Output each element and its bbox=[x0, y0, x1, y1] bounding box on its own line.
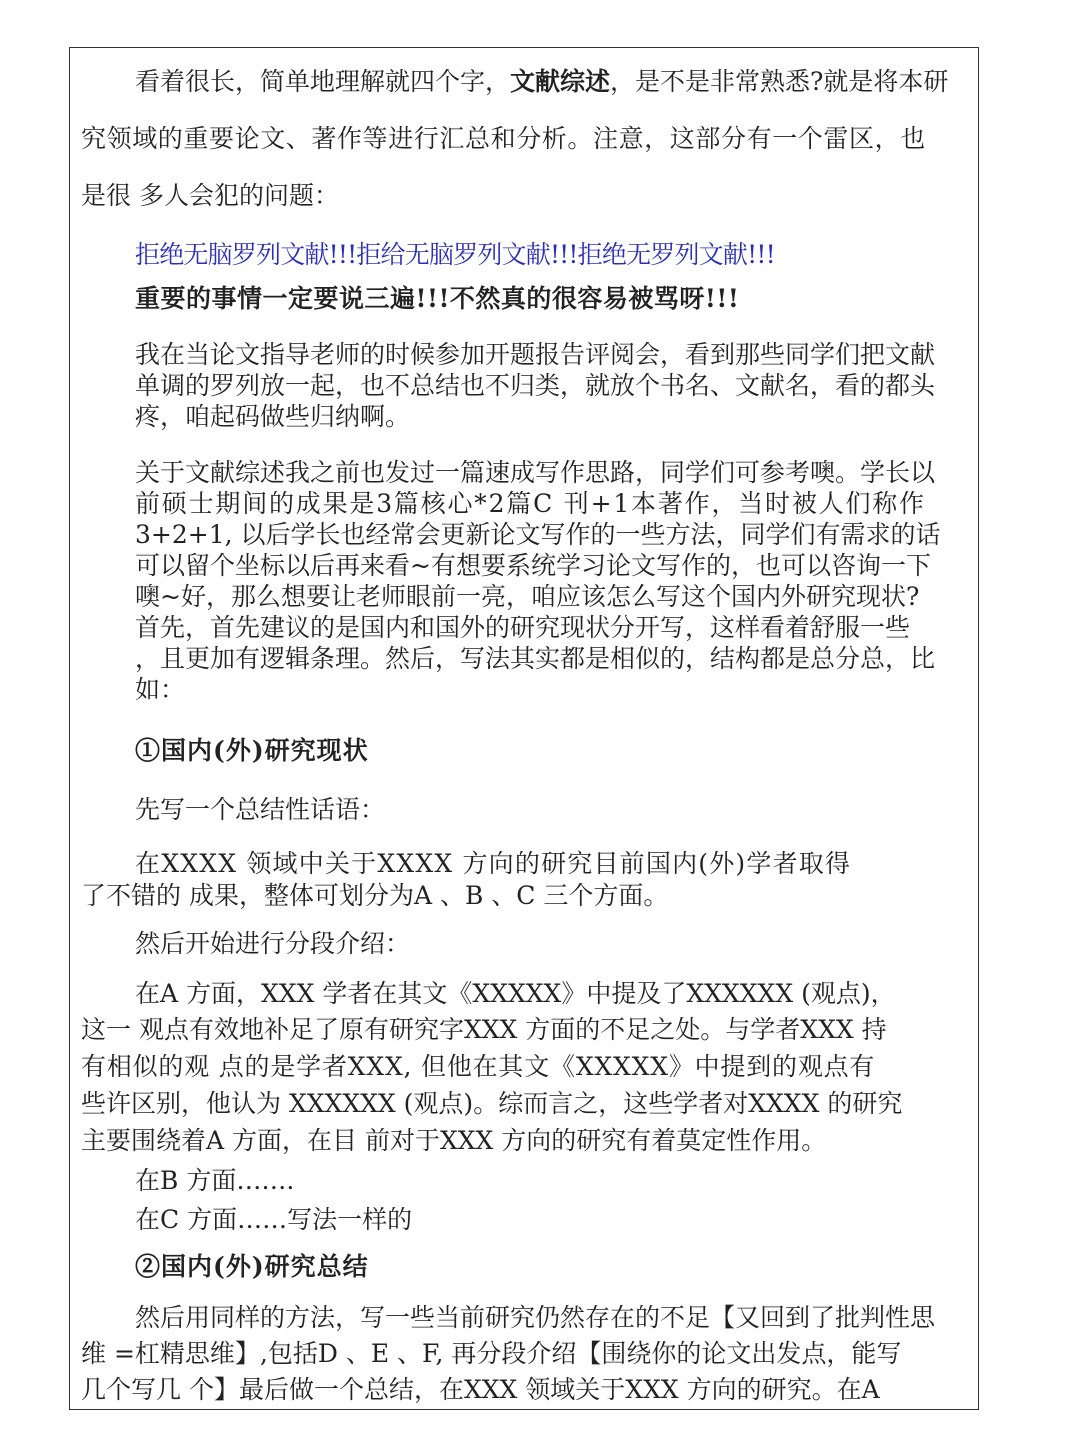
text-line: 然后用同样的方法，写一些当前研究仍然存在的不足【又回到了批判性思 bbox=[135, 1303, 936, 1332]
text-line: 在C 方面……写法一样的 bbox=[135, 1205, 413, 1234]
text-line: 几个写几 个】最后做一个总结，在XXX 领域关于XXX 方向的研究。在A bbox=[81, 1375, 880, 1404]
text-line: 疼，咱起码做些归纳啊。 bbox=[135, 402, 411, 431]
text-line: 在XXXX 领域中关于XXXX 方向的研究目前国内(外)学者取得 bbox=[135, 849, 852, 878]
text-line: 可以留个坐标以后再来看~有想要系统学习论文写作的，也可以咨询一下 bbox=[135, 551, 931, 580]
text-line: 了不错的 成果，整体可划分为A 、B 、C 三个方面。 bbox=[81, 881, 669, 910]
section-heading: ②国内(外)研究总结 bbox=[135, 1252, 369, 1281]
text-line: 先写一个总结性话语： bbox=[135, 795, 386, 824]
text-line: 噢~好，那么想要让老师眼前一亮，咱应该怎么写这个国内外研究现状? bbox=[135, 582, 920, 611]
text-line: 维 =杠精思维】,包括D 、E 、F, 再分段介绍【围绕你的论文出发点，能写 bbox=[81, 1339, 902, 1368]
text-line: 首先，首先建议的是国内和国外的研究现状分开写，这样看着舒服一些 bbox=[135, 613, 911, 642]
text-line: 些许区别，他认为 XXXXXX (观点)。综而言之，这些学者对XXXX 的研究 bbox=[81, 1089, 903, 1118]
text-line: 单调的罗列放一起，也不总结也不归类，就放个书名、文献名，看的都头 bbox=[135, 371, 936, 400]
text-line: 究领域的重要论文、著作等进行汇总和分析。注意，这部分有一个雷区，也 bbox=[81, 124, 926, 153]
bold-line: 重要的事情一定要说三遍!!!不然真的很容易被骂呀!!! bbox=[135, 284, 740, 313]
text-line: 3+2+1, 以后学长也经常会更新论文写作的一些方法，同学们有需求的话 bbox=[135, 520, 941, 549]
text-line: 如： bbox=[135, 675, 186, 704]
text-line: 在A 方面，XXX 学者在其文《XXXXX》中提及了XXXXXX (观点)， bbox=[135, 979, 896, 1008]
emphasis-text: 文献综述 bbox=[510, 67, 611, 96]
text-line: 是很 多人会犯的问题： bbox=[81, 181, 339, 210]
section-heading: ①国内(外)研究现状 bbox=[135, 736, 369, 765]
text-line: 主要围绕着A 方面，在目 前对于XXX 方向的研究有着莫定性作用。 bbox=[81, 1126, 827, 1155]
text-line: ，且更加有逻辑条理。然后，写法其实都是相似的，结构都是总分总，比 bbox=[135, 644, 936, 673]
text-line: 在B 方面……. bbox=[135, 1166, 295, 1195]
text-line: 前硕士期间的成果是3篇核心*2篇C 刊+1本著作，当时被人们称作 bbox=[135, 489, 926, 518]
text-line: 我在当论文指导老师的时候参加开题报告评阅会，看到那些同学们把文献 bbox=[135, 340, 936, 369]
text-line: 关于文献综述我之前也发过一篇速成写作思路，同学们可参考噢。学长以 bbox=[135, 458, 936, 487]
text-run: ，是不是非常熟悉?就是将本研 bbox=[610, 67, 949, 96]
text-run: 看着很长，简单地理解就四个字， bbox=[135, 67, 511, 96]
highlight-line: 拒绝无脑罗列文献!!!拒给无脑罗列文献!!!拒绝无罗列文献!!! bbox=[135, 240, 775, 269]
text-line: 有相似的观 点的是学者XXX, 但他在其文《XXXXX》中提到的观点有 bbox=[81, 1052, 876, 1081]
text-line bbox=[135, 67, 948, 97]
text-line: 这一 观点有效地补足了原有研究字XXX 方面的不足之处。与学者XXX 持 bbox=[81, 1015, 887, 1044]
text-line: 然后开始进行分段介绍： bbox=[135, 929, 411, 958]
